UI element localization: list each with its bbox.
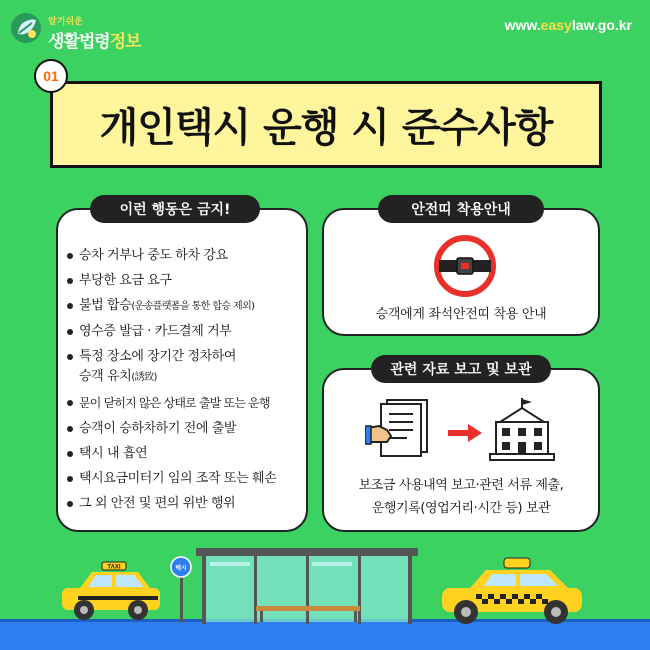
list-item-continuation: 승객 유치(誘致)	[79, 369, 157, 384]
list-item: 승객이 승하차하기 전에 출발	[66, 419, 276, 439]
list-item: 승차 거부나 중도 하차 강요	[66, 246, 276, 266]
logo-leaf-icon	[10, 12, 42, 44]
prohibited-panel	[56, 208, 308, 532]
taxi-sign-text: TAXI	[107, 564, 121, 571]
taxi-left-illustration	[58, 560, 162, 622]
site-logo[interactable]	[10, 10, 160, 50]
list-item: 특정 장소에 장기간 정차하여	[66, 347, 276, 367]
seatbelt-icon	[433, 234, 497, 298]
seatbelt-heading: 안전띠 착용안내	[378, 195, 544, 223]
seatbelt-caption: 승객에게 좌석안전띠 착용 안내	[375, 307, 547, 322]
logo-main-text: 생활법령정보	[48, 32, 141, 52]
list-item: 택시 내 흡연	[66, 444, 276, 464]
records-heading: 관련 자료 보고 및 보관	[371, 355, 551, 383]
bus-shelter-illustration	[196, 548, 418, 624]
list-item: 부당한 요금 요구	[66, 271, 276, 291]
records-line-1: 보조금 사용내역 보고·관련 서류 제출,	[358, 478, 564, 493]
arrow-right-icon	[446, 422, 484, 444]
stop-sign-text: 택시	[175, 565, 187, 572]
documents-icon	[365, 398, 435, 460]
list-item: 영수증 발급 · 카드결제 거부	[66, 322, 276, 342]
road	[0, 622, 650, 650]
prohibited-list	[66, 246, 276, 519]
prohibited-heading: 이런 행동은 금지!	[90, 195, 260, 223]
list-item: 택시요금미터기 임의 조작 또는 훼손	[66, 469, 276, 489]
records-line-2: 운행기록(영업거리·시간 등) 보관	[371, 501, 551, 516]
records-text	[322, 474, 600, 520]
list-item: 그 외 안전 및 편의 위반 행위	[66, 494, 276, 514]
taxi-right-illustration	[436, 556, 584, 626]
title-box	[50, 81, 602, 168]
list-item: 문이 닫히지 않은 상태로 출발 또는 운행	[66, 393, 276, 414]
logo-small-text: 알기쉬운	[48, 17, 83, 27]
list-item: 불법 합승(운송플랫폼을 통한 합승 제외)	[66, 296, 276, 317]
page-title: 개인택시 운행 시 준수사항	[99, 105, 553, 151]
card-number-badge: 01	[34, 59, 68, 93]
taxi-stop-sign	[170, 556, 192, 622]
site-url[interactable]: www.easylaw.go.kr	[504, 17, 632, 33]
building-icon	[486, 396, 558, 462]
